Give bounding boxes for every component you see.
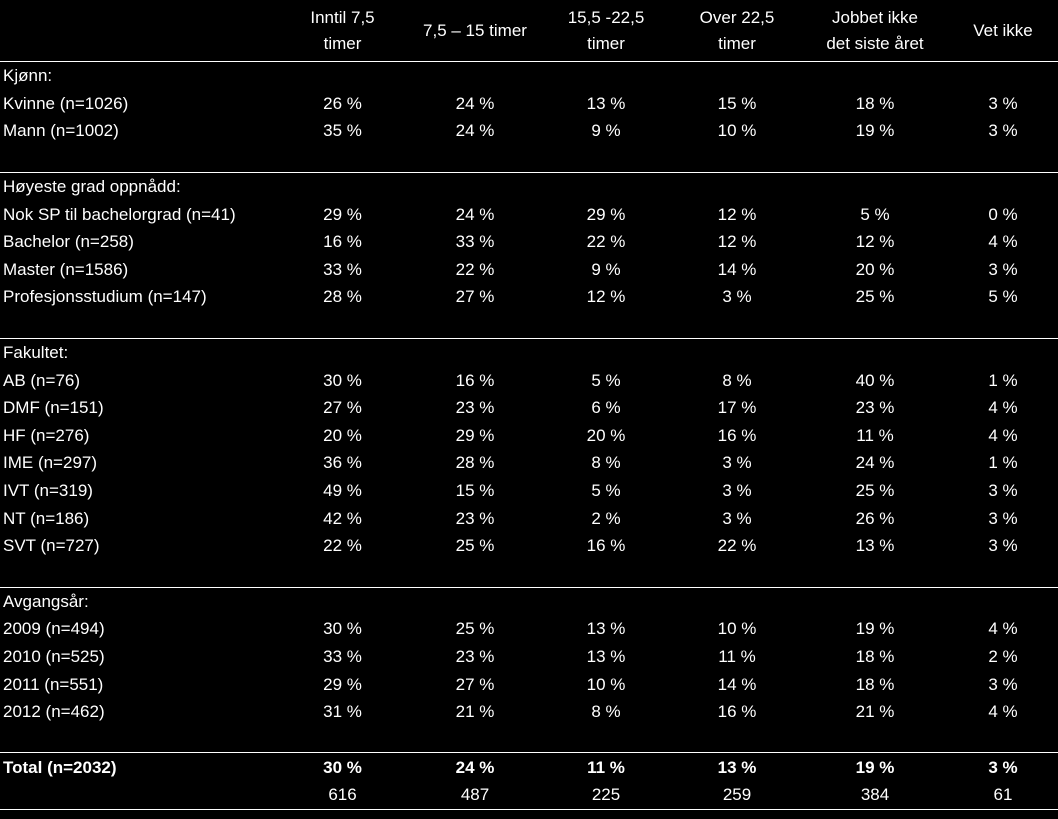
percent-cell: 8 % (722, 370, 752, 390)
percent-cell: 3 % (988, 508, 1018, 528)
percent-cell: 21 % (855, 702, 895, 722)
percent-cell: 27 % (455, 287, 495, 307)
percent-cell: 2 % (988, 646, 1018, 666)
percent-cell: 16 % (323, 232, 362, 252)
section-title-row (0, 172, 1058, 200)
percent-cell: 8 % (591, 453, 621, 473)
percent-cell: 18 % (855, 674, 895, 694)
percent-cell: 3 % (722, 453, 752, 473)
percent-cell: 3 % (722, 508, 752, 528)
percent-cell: 19 % (855, 121, 895, 141)
count-cell: 487 (460, 785, 490, 805)
total-percent-cell: 11 % (587, 757, 625, 777)
table-row (0, 394, 1058, 422)
column-header (0, 0, 275, 62)
section-title: Høyeste grad oppnådd: (3, 177, 181, 197)
percent-cell: 25 % (455, 619, 495, 639)
count-cell: 384 (860, 785, 890, 805)
percent-cell: 1 % (988, 453, 1018, 473)
percent-cell: 22 % (586, 232, 626, 252)
column-header (540, 0, 672, 62)
table-row (0, 477, 1058, 505)
column-header (948, 0, 1058, 62)
percent-cell: 29 % (323, 204, 362, 224)
percent-cell: 22 % (323, 536, 362, 556)
row-label: Master (n=1586) (3, 259, 129, 279)
row-label: AB (n=76) (3, 370, 81, 390)
spacer-row (0, 725, 1058, 753)
percent-cell: 23 % (455, 646, 495, 666)
percent-cell: 24 % (455, 93, 495, 113)
spacer-cell (0, 145, 1058, 173)
count-cell: 259 (722, 785, 752, 805)
section-title-row (0, 62, 1058, 90)
section-title-row (0, 338, 1058, 366)
percent-cell: 20 % (586, 425, 626, 445)
percent-cell: 29 % (586, 204, 626, 224)
percent-cell: 4 % (988, 398, 1018, 418)
table-header (0, 0, 1058, 62)
percent-cell: 26 % (855, 508, 895, 528)
spacer-cell (0, 311, 1058, 339)
table-row (0, 698, 1058, 726)
total-percent-cell: 3 % (988, 757, 1018, 777)
percent-cell: 4 % (988, 702, 1018, 722)
percent-cell: 26 % (323, 93, 362, 113)
section-title: Fakultet: (3, 343, 69, 363)
row-label: NT (n=186) (3, 508, 90, 528)
percent-cell: 12 % (717, 204, 757, 224)
percent-cell: 22 % (717, 536, 757, 556)
percent-cell: 5 % (591, 481, 621, 501)
percent-cell: 16 % (455, 370, 495, 390)
percent-cell: 5 % (988, 287, 1018, 307)
row-label: Kvinne (n=1026) (3, 93, 129, 113)
percent-cell: 10 % (717, 619, 757, 639)
table-row (0, 532, 1058, 560)
table-row (0, 256, 1058, 284)
row-label: 2012 (n=462) (3, 702, 105, 722)
percent-cell: 5 % (591, 370, 621, 390)
table-row (0, 449, 1058, 477)
table-row (0, 670, 1058, 698)
column-header-line2: det siste året (826, 33, 924, 53)
row-label: IME (n=297) (3, 453, 98, 473)
row-label: DMF (n=151) (3, 398, 104, 418)
section-title: Kjønn: (3, 66, 53, 86)
total-percent-cell: 24 % (455, 757, 495, 777)
percent-cell: 42 % (323, 508, 362, 528)
percent-cell: 33 % (323, 646, 362, 666)
percent-cell: 10 % (717, 121, 757, 141)
column-header-line1: Inntil 7,5 (310, 7, 375, 27)
row-label: SVT (n=727) (3, 536, 100, 556)
percent-cell: 25 % (855, 287, 895, 307)
column-header-line2: timer (718, 33, 756, 53)
percent-cell: 13 % (855, 536, 895, 556)
row-label: Profesjonsstudium (n=147) (3, 287, 207, 307)
percent-cell: 16 % (717, 702, 757, 722)
percent-cell: 16 % (586, 536, 626, 556)
row-label: IVT (n=319) (3, 481, 93, 501)
section-title: Avgangsår: (3, 591, 89, 611)
table-row (0, 366, 1058, 394)
percent-cell: 25 % (455, 536, 495, 556)
table-row (0, 504, 1058, 532)
percent-cell: 27 % (455, 674, 495, 694)
percent-cell: 20 % (323, 425, 362, 445)
percent-cell: 3 % (988, 259, 1018, 279)
table-body (0, 62, 1058, 810)
percent-cell: 10 % (586, 674, 626, 694)
spacer-row (0, 560, 1058, 588)
count-cell: 616 (328, 785, 357, 805)
percent-cell: 35 % (323, 121, 362, 141)
total-percent-cell: 30 % (323, 757, 362, 777)
row-label: 2009 (n=494) (3, 619, 105, 639)
percent-cell: 23 % (455, 398, 495, 418)
percent-cell: 29 % (323, 674, 362, 694)
row-label: Mann (n=1002) (3, 121, 119, 141)
percent-cell: 12 % (855, 232, 895, 252)
table-row (0, 90, 1058, 118)
percent-cell: 13 % (586, 646, 626, 666)
percent-cell: 24 % (455, 204, 495, 224)
spacer-row (0, 145, 1058, 173)
count-cell: 225 (591, 785, 621, 805)
percent-cell: 4 % (988, 232, 1018, 252)
percent-cell: 15 % (717, 93, 757, 113)
percent-cell: 20 % (855, 259, 895, 279)
percent-cell: 19 % (855, 619, 895, 639)
column-header (410, 0, 540, 62)
row-label: HF (n=276) (3, 425, 90, 445)
percent-cell: 17 % (717, 398, 757, 418)
percent-cell: 40 % (855, 370, 895, 390)
column-header (275, 0, 410, 62)
total-row (0, 753, 1058, 781)
percent-cell: 27 % (323, 398, 362, 418)
percent-cell: 21 % (455, 702, 495, 722)
column-header-line1: Over 22,5 (699, 7, 775, 27)
count-label (0, 781, 275, 809)
percent-cell: 33 % (323, 259, 362, 279)
percent-cell: 4 % (988, 425, 1018, 445)
percent-cell: 16 % (717, 425, 757, 445)
column-header (672, 0, 802, 62)
total-label: Total (n=2032) (3, 757, 117, 777)
percent-cell: 1 % (988, 370, 1018, 390)
percent-cell: 3 % (988, 536, 1018, 556)
percent-cell: 13 % (586, 93, 626, 113)
percent-cell: 2 % (591, 508, 621, 528)
column-header-line1: 7,5 – 15 timer (423, 20, 527, 40)
spacer-cell (0, 725, 1058, 753)
percent-cell: 14 % (717, 674, 757, 694)
table-row (0, 200, 1058, 228)
row-label: Nok SP til bachelorgrad (n=41) (3, 204, 236, 224)
percent-cell: 12 % (586, 287, 626, 307)
percent-cell: 11 % (856, 425, 894, 445)
percent-cell: 18 % (855, 646, 895, 666)
table-row (0, 117, 1058, 145)
table-row (0, 228, 1058, 256)
percent-cell: 31 % (323, 702, 362, 722)
percent-cell: 14 % (717, 259, 757, 279)
percent-cell: 28 % (323, 287, 362, 307)
percent-cell: 8 % (591, 702, 621, 722)
percent-cell: 6 % (591, 398, 621, 418)
total-percent-cell: 19 % (855, 757, 895, 777)
percent-cell: 25 % (855, 481, 895, 501)
section-title-row (0, 587, 1058, 615)
percent-cell: 12 % (717, 232, 757, 252)
percent-cell: 5 % (860, 204, 890, 224)
count-row (0, 781, 1058, 809)
percent-cell: 13 % (586, 619, 626, 639)
percent-cell: 33 % (455, 232, 495, 252)
percent-cell: 3 % (988, 481, 1018, 501)
table-row (0, 615, 1058, 643)
spacer-row (0, 311, 1058, 339)
percent-cell: 30 % (323, 370, 362, 390)
spacer-cell (0, 560, 1058, 588)
percent-cell: 3 % (722, 481, 752, 501)
column-header (802, 0, 948, 62)
percent-cell: 36 % (323, 453, 362, 473)
column-header-line1: 15,5 -22,5 (567, 7, 645, 27)
percent-cell: 11 % (718, 646, 756, 666)
column-header-line2: timer (587, 33, 625, 53)
percent-cell: 3 % (988, 121, 1018, 141)
count-cell: 61 (993, 785, 1013, 805)
percent-cell: 24 % (455, 121, 495, 141)
percent-cell: 23 % (455, 508, 495, 528)
percent-cell: 22 % (455, 259, 495, 279)
percent-cell: 9 % (591, 259, 621, 279)
percent-cell: 3 % (988, 674, 1018, 694)
row-label: Bachelor (n=258) (3, 232, 134, 252)
column-header-line2: timer (323, 33, 362, 53)
percent-cell: 30 % (323, 619, 362, 639)
percent-cell: 9 % (591, 121, 621, 141)
percent-cell: 4 % (988, 619, 1018, 639)
column-header-line1: Jobbet ikke (832, 7, 918, 27)
percent-cell: 15 % (455, 481, 495, 501)
percent-cell: 3 % (722, 287, 752, 307)
percent-cell: 0 % (988, 204, 1018, 224)
table-row (0, 283, 1058, 311)
table-row (0, 422, 1058, 450)
percent-cell: 49 % (323, 481, 362, 501)
percent-cell: 23 % (855, 398, 895, 418)
percent-cell: 24 % (855, 453, 895, 473)
row-label: 2010 (n=525) (3, 646, 105, 666)
total-percent-cell: 13 % (717, 757, 757, 777)
row-label: 2011 (n=551) (3, 674, 104, 694)
percent-cell: 3 % (988, 93, 1018, 113)
percent-cell: 29 % (455, 425, 495, 445)
column-header-line1: Vet ikke (973, 20, 1033, 40)
table-row (0, 643, 1058, 671)
percent-cell: 28 % (455, 453, 495, 473)
percent-cell: 18 % (855, 93, 895, 113)
header-row (0, 0, 1058, 62)
